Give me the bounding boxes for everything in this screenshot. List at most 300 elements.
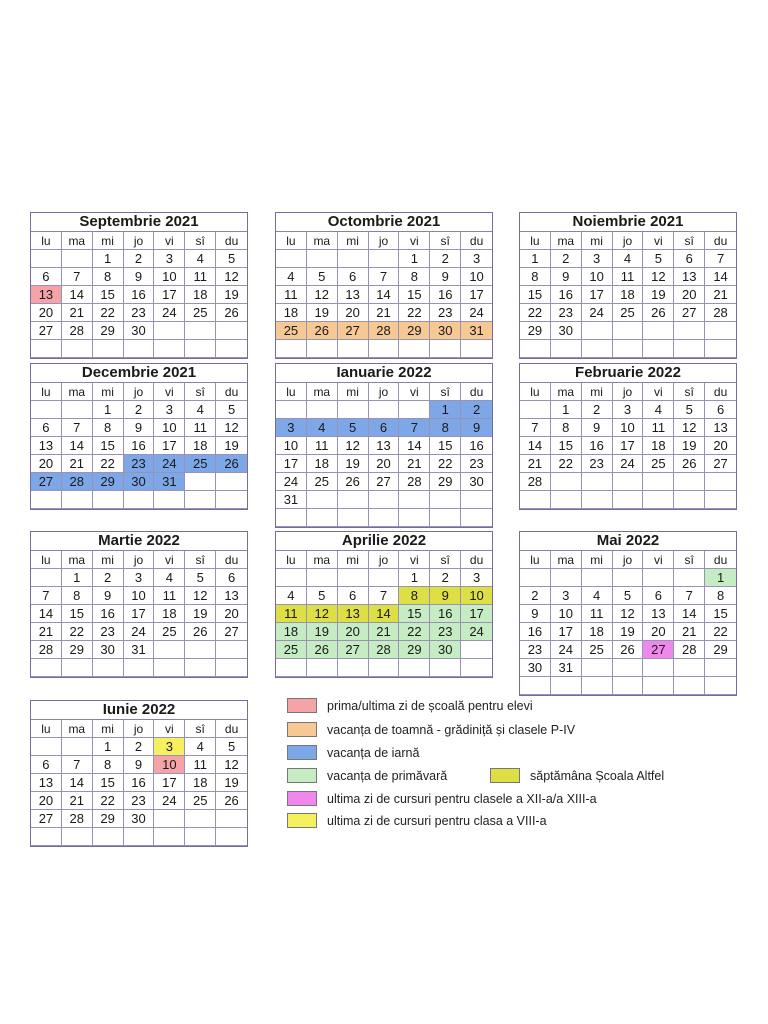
day-cell: 21: [31, 623, 62, 641]
day-cell: 14: [520, 437, 551, 455]
weekday-header: vi: [399, 383, 430, 401]
weekday-header: vi: [399, 232, 430, 250]
day-cell: 21: [705, 286, 736, 304]
empty-cell: [154, 340, 185, 358]
empty-cell: [369, 340, 400, 358]
empty-cell: [62, 340, 93, 358]
day-cell: 5: [643, 250, 674, 268]
day-cell: 24: [154, 304, 185, 322]
day-cell: 3: [582, 250, 613, 268]
day-cell: 28: [62, 810, 93, 828]
day-cell: 25: [185, 792, 216, 810]
day-cell: 18: [307, 455, 338, 473]
empty-cell: [93, 340, 124, 358]
day-cell: 2: [582, 401, 613, 419]
day-cell: 20: [674, 286, 705, 304]
empty-cell: [93, 491, 124, 509]
legend-swatch-blue: [287, 745, 317, 760]
day-cell: 7: [369, 587, 400, 605]
legend-label: prima/ultima zi de școală pentru elevi: [327, 698, 533, 713]
day-cell: 21: [520, 455, 551, 473]
day-cell: 3: [124, 569, 155, 587]
day-cell: 22: [93, 455, 124, 473]
weekday-header: du: [461, 383, 492, 401]
day-cell: 17: [613, 437, 644, 455]
weekday-header: mi: [93, 720, 124, 738]
day-cell: 30: [430, 641, 461, 659]
empty-cell: [430, 340, 461, 358]
day-cell: 24: [276, 473, 307, 491]
day-cell: 6: [31, 419, 62, 437]
empty-cell: [643, 340, 674, 358]
day-cell: 22: [93, 304, 124, 322]
weekday-header: ma: [62, 720, 93, 738]
day-cell: 20: [31, 792, 62, 810]
day-cell: 27: [369, 473, 400, 491]
day-cell: 1: [520, 250, 551, 268]
day-cell: 8: [399, 587, 430, 605]
weekday-header: vi: [154, 383, 185, 401]
month-grid: [31, 383, 247, 509]
day-cell: 22: [399, 623, 430, 641]
day-cell: 29: [520, 322, 551, 340]
empty-cell: [643, 677, 674, 695]
day-cell: 17: [124, 605, 155, 623]
day-cell: 14: [705, 268, 736, 286]
day-cell: 27: [31, 810, 62, 828]
day-cell: 26: [185, 623, 216, 641]
day-cell: 9: [124, 268, 155, 286]
empty-cell: [31, 569, 62, 587]
day-cell: 28: [31, 641, 62, 659]
day-cell: 27: [31, 322, 62, 340]
empty-cell: [369, 509, 400, 527]
day-cell: 30: [551, 322, 582, 340]
empty-cell: [551, 473, 582, 491]
day-cell: 25: [185, 455, 216, 473]
day-cell: 14: [62, 437, 93, 455]
day-cell: 15: [430, 437, 461, 455]
day-cell: 10: [276, 437, 307, 455]
day-cell: 16: [430, 605, 461, 623]
day-cell: 1: [399, 569, 430, 587]
day-cell: 10: [124, 587, 155, 605]
empty-cell: [62, 401, 93, 419]
empty-cell: [216, 828, 247, 846]
legend-item-last-day-viii: [287, 813, 547, 828]
empty-cell: [307, 509, 338, 527]
weekday-header: lu: [520, 383, 551, 401]
day-cell: 22: [520, 304, 551, 322]
day-cell: 19: [674, 437, 705, 455]
day-cell: 7: [62, 419, 93, 437]
day-cell: 15: [520, 286, 551, 304]
day-cell: 13: [31, 437, 62, 455]
empty-cell: [430, 491, 461, 509]
empty-cell: [520, 491, 551, 509]
day-cell: 3: [154, 738, 185, 756]
day-cell: 2: [461, 401, 492, 419]
day-cell: 20: [31, 455, 62, 473]
month-title: Martie 2022: [31, 532, 247, 551]
empty-cell: [338, 401, 369, 419]
empty-cell: [185, 322, 216, 340]
empty-cell: [551, 340, 582, 358]
empty-cell: [216, 340, 247, 358]
empty-cell: [582, 569, 613, 587]
legend-swatch-olive: [490, 768, 520, 783]
empty-cell: [399, 491, 430, 509]
day-cell: 5: [674, 401, 705, 419]
day-cell: 18: [613, 286, 644, 304]
day-cell: 25: [154, 623, 185, 641]
empty-cell: [643, 569, 674, 587]
legend-label: ultima zi de cursuri pentru clasa a VIII-a: [327, 813, 547, 828]
day-cell: 1: [62, 569, 93, 587]
day-cell: 23: [520, 641, 551, 659]
day-cell: 26: [307, 641, 338, 659]
weekday-header: lu: [520, 551, 551, 569]
weekday-header: lu: [31, 720, 62, 738]
day-cell: 22: [62, 623, 93, 641]
day-cell: 6: [674, 250, 705, 268]
day-cell: 24: [154, 455, 185, 473]
weekday-header: du: [705, 383, 736, 401]
month-grid: [276, 383, 492, 527]
day-cell: 27: [216, 623, 247, 641]
day-cell: 4: [185, 401, 216, 419]
empty-cell: [430, 659, 461, 677]
day-cell: 6: [31, 268, 62, 286]
day-cell: 8: [551, 419, 582, 437]
day-cell: 5: [307, 587, 338, 605]
day-cell: 29: [399, 322, 430, 340]
day-cell: 21: [674, 623, 705, 641]
day-cell: 6: [31, 756, 62, 774]
day-cell: 2: [93, 569, 124, 587]
day-cell: 10: [582, 268, 613, 286]
day-cell: 13: [705, 419, 736, 437]
month-grid: [520, 383, 736, 509]
day-cell: 28: [399, 473, 430, 491]
weekday-header: sî: [674, 232, 705, 250]
empty-cell: [520, 677, 551, 695]
day-cell: 7: [62, 268, 93, 286]
day-cell: 28: [674, 641, 705, 659]
legend-item-first-last-day: [287, 698, 533, 713]
day-cell: 4: [643, 401, 674, 419]
day-cell: 18: [185, 286, 216, 304]
empty-cell: [307, 569, 338, 587]
empty-cell: [154, 322, 185, 340]
weekday-header: mi: [582, 232, 613, 250]
day-cell: 7: [520, 419, 551, 437]
day-cell: 26: [674, 455, 705, 473]
day-cell: 13: [338, 286, 369, 304]
empty-cell: [399, 340, 430, 358]
day-cell: 30: [124, 810, 155, 828]
weekday-header: ma: [62, 232, 93, 250]
day-cell: 30: [520, 659, 551, 677]
day-cell: 7: [31, 587, 62, 605]
day-cell: 28: [62, 322, 93, 340]
empty-cell: [613, 473, 644, 491]
day-cell: 16: [124, 774, 155, 792]
day-cell: 12: [674, 419, 705, 437]
legend-item-school-altfel: [490, 768, 664, 783]
day-cell: 15: [93, 437, 124, 455]
day-cell: 3: [461, 569, 492, 587]
empty-cell: [216, 473, 247, 491]
empty-cell: [216, 659, 247, 677]
day-cell: 17: [582, 286, 613, 304]
empty-cell: [399, 659, 430, 677]
day-cell: 1: [430, 401, 461, 419]
day-cell: 29: [705, 641, 736, 659]
day-cell: 14: [399, 437, 430, 455]
day-cell: 10: [154, 268, 185, 286]
day-cell: 12: [307, 286, 338, 304]
empty-cell: [185, 828, 216, 846]
weekday-header: jo: [124, 720, 155, 738]
empty-cell: [551, 491, 582, 509]
day-cell: 21: [62, 792, 93, 810]
empty-cell: [674, 473, 705, 491]
day-cell: 11: [307, 437, 338, 455]
weekday-header: vi: [154, 720, 185, 738]
day-cell: 31: [276, 491, 307, 509]
day-cell: 22: [93, 792, 124, 810]
day-cell: 4: [276, 587, 307, 605]
day-cell: 5: [613, 587, 644, 605]
day-cell: 19: [307, 623, 338, 641]
month-title: Iunie 2022: [31, 701, 247, 720]
day-cell: 30: [93, 641, 124, 659]
weekday-header: mi: [93, 383, 124, 401]
weekday-header: jo: [369, 383, 400, 401]
empty-cell: [216, 322, 247, 340]
day-cell: 25: [307, 473, 338, 491]
day-cell: 25: [276, 322, 307, 340]
day-cell: 1: [93, 401, 124, 419]
day-cell: 20: [31, 304, 62, 322]
day-cell: 17: [461, 605, 492, 623]
day-cell: 21: [369, 623, 400, 641]
day-cell: 29: [62, 641, 93, 659]
month-march-2022: [30, 531, 248, 678]
day-cell: 20: [338, 623, 369, 641]
month-december-2021: [30, 363, 248, 510]
empty-cell: [705, 340, 736, 358]
day-cell: 19: [216, 774, 247, 792]
empty-cell: [307, 250, 338, 268]
day-cell: 6: [369, 419, 400, 437]
weekday-header: du: [216, 551, 247, 569]
empty-cell: [31, 401, 62, 419]
day-cell: 28: [369, 641, 400, 659]
weekday-header: ma: [62, 551, 93, 569]
empty-cell: [369, 569, 400, 587]
month-title: Noiembrie 2021: [520, 213, 736, 232]
empty-cell: [338, 509, 369, 527]
weekday-header: lu: [31, 383, 62, 401]
empty-cell: [674, 569, 705, 587]
day-cell: 17: [154, 774, 185, 792]
day-cell: 23: [430, 623, 461, 641]
weekday-header: sî: [674, 551, 705, 569]
day-cell: 26: [216, 455, 247, 473]
empty-cell: [674, 491, 705, 509]
legend-swatch-pink: [287, 791, 317, 806]
day-cell: 24: [551, 641, 582, 659]
day-cell: 31: [154, 473, 185, 491]
day-cell: 8: [93, 756, 124, 774]
empty-cell: [31, 491, 62, 509]
empty-cell: [461, 491, 492, 509]
weekday-header: sî: [185, 232, 216, 250]
weekday-header: vi: [643, 551, 674, 569]
empty-cell: [216, 810, 247, 828]
weekday-header: mi: [338, 232, 369, 250]
day-cell: 8: [399, 268, 430, 286]
empty-cell: [582, 473, 613, 491]
day-cell: 1: [705, 569, 736, 587]
weekday-header: du: [461, 551, 492, 569]
weekday-header: vi: [154, 551, 185, 569]
day-cell: 12: [216, 268, 247, 286]
month-title: Ianuarie 2022: [276, 364, 492, 383]
weekday-header: lu: [31, 232, 62, 250]
day-cell: 28: [705, 304, 736, 322]
legend-item-spring-holiday: [287, 768, 447, 783]
day-cell: 8: [520, 268, 551, 286]
day-cell: 18: [643, 437, 674, 455]
day-cell: 25: [643, 455, 674, 473]
day-cell: 8: [430, 419, 461, 437]
day-cell: 27: [643, 641, 674, 659]
day-cell: 14: [674, 605, 705, 623]
empty-cell: [461, 340, 492, 358]
month-june-2022: [30, 700, 248, 847]
day-cell: 9: [520, 605, 551, 623]
empty-cell: [582, 340, 613, 358]
weekday-header: mi: [93, 232, 124, 250]
empty-cell: [582, 322, 613, 340]
empty-cell: [31, 659, 62, 677]
day-cell: 19: [307, 304, 338, 322]
empty-cell: [613, 491, 644, 509]
empty-cell: [582, 491, 613, 509]
day-cell: 23: [93, 623, 124, 641]
day-cell: 27: [31, 473, 62, 491]
day-cell: 21: [62, 455, 93, 473]
day-cell: 23: [461, 455, 492, 473]
day-cell: 8: [93, 419, 124, 437]
day-cell: 11: [276, 605, 307, 623]
day-cell: 28: [369, 322, 400, 340]
day-cell: 20: [216, 605, 247, 623]
day-cell: 22: [551, 455, 582, 473]
day-cell: 30: [124, 322, 155, 340]
month-title: Decembrie 2021: [31, 364, 247, 383]
empty-cell: [369, 659, 400, 677]
empty-cell: [62, 250, 93, 268]
weekday-header: du: [216, 383, 247, 401]
day-cell: 4: [582, 587, 613, 605]
day-cell: 10: [551, 605, 582, 623]
weekday-header: lu: [31, 551, 62, 569]
day-cell: 23: [124, 304, 155, 322]
day-cell: 5: [307, 268, 338, 286]
day-cell: 17: [276, 455, 307, 473]
empty-cell: [430, 509, 461, 527]
month-may-2022: [519, 531, 737, 696]
empty-cell: [154, 491, 185, 509]
empty-cell: [31, 828, 62, 846]
legend-swatch-red: [287, 698, 317, 713]
day-cell: 26: [216, 304, 247, 322]
empty-cell: [338, 340, 369, 358]
weekday-header: du: [216, 720, 247, 738]
empty-cell: [124, 828, 155, 846]
legend-label: săptămâna Școala Altfel: [530, 768, 665, 783]
day-cell: 5: [216, 738, 247, 756]
day-cell: 4: [613, 250, 644, 268]
day-cell: 19: [643, 286, 674, 304]
day-cell: 2: [430, 250, 461, 268]
day-cell: 17: [154, 286, 185, 304]
day-cell: 3: [154, 401, 185, 419]
empty-cell: [185, 810, 216, 828]
day-cell: 23: [582, 455, 613, 473]
day-cell: 9: [461, 419, 492, 437]
day-cell: 27: [338, 322, 369, 340]
day-cell: 3: [276, 419, 307, 437]
legend-swatch-green: [287, 768, 317, 783]
day-cell: 22: [705, 623, 736, 641]
day-cell: 2: [124, 401, 155, 419]
day-cell: 11: [185, 756, 216, 774]
empty-cell: [461, 509, 492, 527]
weekday-header: jo: [124, 551, 155, 569]
day-cell: 4: [276, 268, 307, 286]
day-cell: 9: [124, 756, 155, 774]
weekday-header: ma: [551, 383, 582, 401]
day-cell: 10: [613, 419, 644, 437]
day-cell: 21: [399, 455, 430, 473]
day-cell: 9: [430, 587, 461, 605]
weekday-header: jo: [124, 383, 155, 401]
empty-cell: [613, 322, 644, 340]
empty-cell: [93, 828, 124, 846]
day-cell: 23: [430, 304, 461, 322]
day-cell: 6: [338, 587, 369, 605]
day-cell: 5: [185, 569, 216, 587]
empty-cell: [705, 677, 736, 695]
empty-cell: [705, 322, 736, 340]
empty-cell: [154, 659, 185, 677]
day-cell: 14: [62, 774, 93, 792]
empty-cell: [124, 659, 155, 677]
day-cell: 3: [154, 250, 185, 268]
empty-cell: [613, 340, 644, 358]
day-cell: 9: [582, 419, 613, 437]
empty-cell: [31, 340, 62, 358]
empty-cell: [674, 659, 705, 677]
empty-cell: [613, 677, 644, 695]
day-cell: 16: [124, 286, 155, 304]
day-cell: 24: [613, 455, 644, 473]
